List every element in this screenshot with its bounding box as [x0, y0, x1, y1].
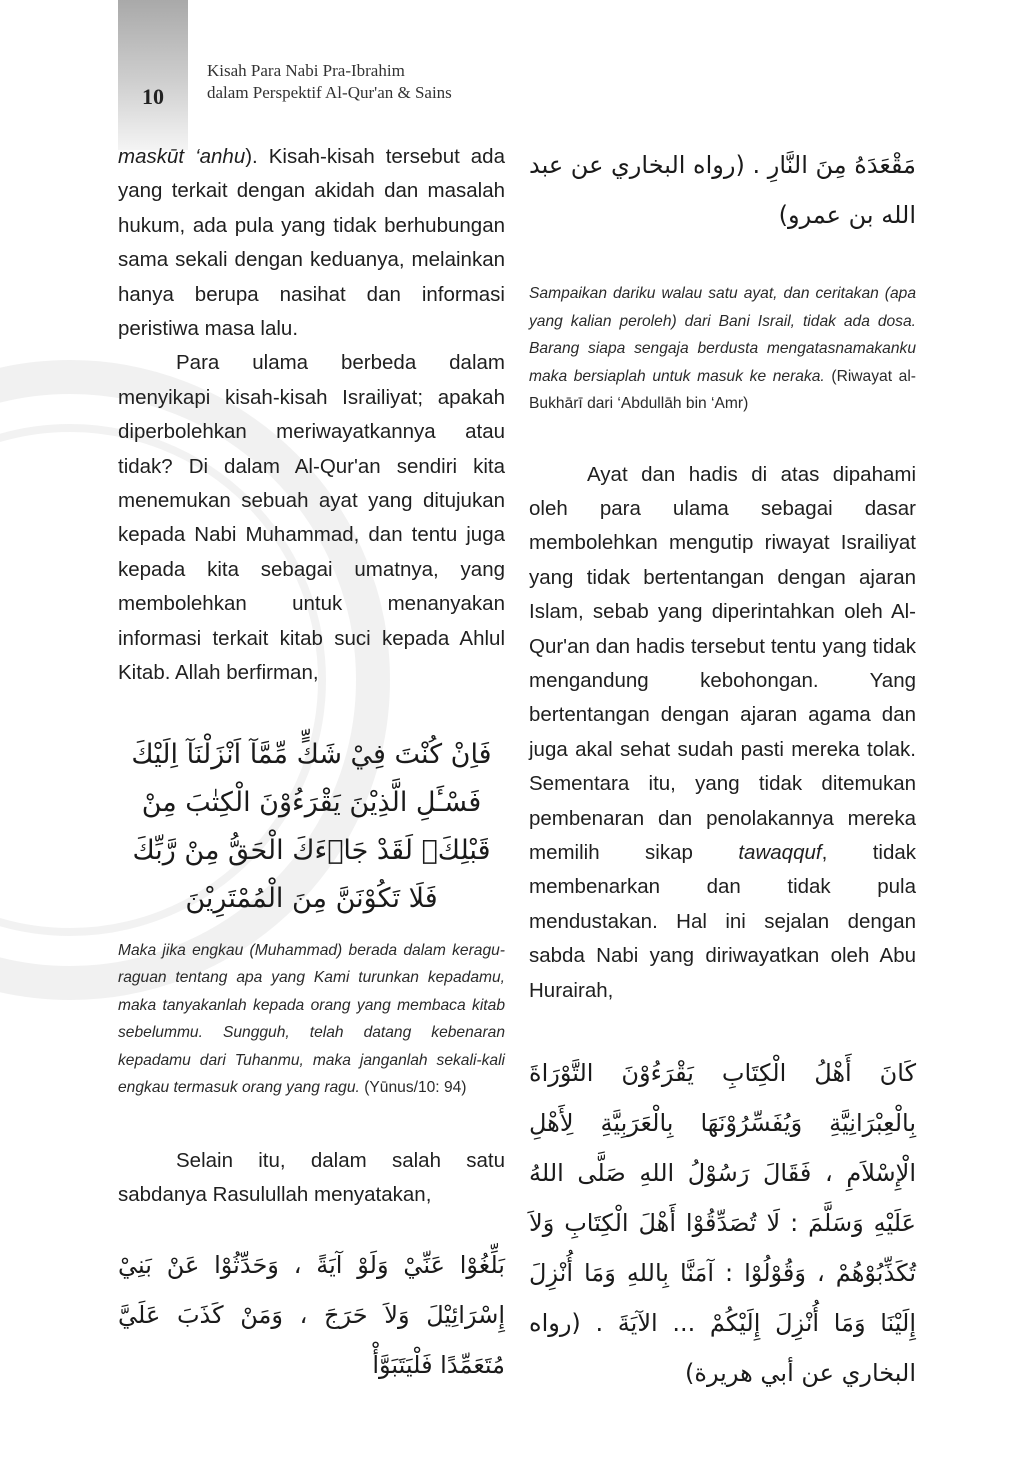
- running-head-line1: Kisah Para Nabi Pra-Ibrahim: [207, 61, 405, 80]
- paragraph-4: [529, 458, 916, 1009]
- paragraph-1-italic: maskūt ‘anhu: [118, 145, 246, 168]
- page-tab: [118, 0, 188, 150]
- running-head-line2: dalam Perspektif Al-Qur'an & Sains: [207, 83, 452, 102]
- paragraph-3: Selain itu, dalam salah satu sabdanya Rasulullah menyatakan,: [118, 1148, 505, 1206]
- left-column: [118, 140, 505, 1390]
- hadith-1-start: بَلِّغُوْا عَنِّيْ وَلَوْ آيَةً ، وَحَدِّثُوْا عَنْ بَنِيْ إِسْرَائِيْلَ وَلاَ حَرَجَ ، وَمَنْ كَذَبَ عَلَيَّ مُتَعَمِّدًا فَلْيَتَبَوَّأْ: [118, 1251, 505, 1380]
- right-column: [529, 140, 916, 1398]
- paragraph-4-text-a: Ayat dan hadis di atas dipahami oleh para ulama sebagai dasar membolehkan mengutip riwayat Israiliyat yang tidak bertentangan dengan ajaran Islam, sebab yang diperintahkan oleh Al-Qur'an dan hadis tersebut tentu yang tidak mengandung kebohongan. Yang bertentangan dengan ajaran agama dan juga akal sehat sudah pasti mereka tolak. Sementara itu, yang tidak ditemukan pembenaran dan penolakannya mereka memilih sikap: [529, 462, 916, 864]
- paragraph-1-text: ). Kisah-kisah tersebut ada yang terkait dengan akidah dan masalah hukum, ada pula yang tidak berhubungan sama sekali dengan keduanya, melainkan hanya berupa nasihat dan informasi peristiwa masa lalu.: [118, 145, 505, 341]
- paragraph-2: Para ulama berbeda dalam menyikapi kisah-kisah Israiliyat; apakah diperbolehkan meriwayatkannya atau tidak? Di dalam Al-Qur'an sendiri kita menemukan sebuah ayat yang ditujukan kepada Nabi Muhammad, dan tentu juga kepada kita sebagai umatnya, yang membolehkan untuk menanyakan informasi terkait kitab suci kepada Ahlul Kitab. Allah berfirman,: [118, 351, 505, 685]
- quran-reference: (Yūnus/10: 94): [364, 1079, 467, 1096]
- hadith-1-translation-text: Sampaikan dariku walau satu ayat, dan ceritakan (apa yang kalian peroleh) dari Bani Israil, tidak ada dosa. Barang siapa sengaja berdusta mengatasnamakanku maka bersiaplah untuk masuk ke neraka.: [529, 285, 916, 385]
- page-number: 10: [142, 84, 164, 109]
- quran-verse: فَاِنْ كُنْتَ فِيْ شَكٍّ مِّمَّآ اَنْزَلْنَآ اِلَيْكَ فَسْـَٔلِ الَّذِيْنَ يَقْرَءُوْنَ الْكِتٰبَ مِنْ قَبْلِكَۚ لَقَدْ جَاۤءَكَ الْحَقُّ مِنْ رَّبِّكَ فَلَا تَكُوْنَنَّ مِنَ الْمُمْتَرِيْنَ: [131, 738, 492, 914]
- paragraph-1: [118, 140, 505, 346]
- hadith-1-translation: [529, 280, 916, 418]
- hadith-1-reference: (Riwayat al-Bukhārī dari ‘Abdullāh bin ‘Amr): [529, 367, 916, 412]
- running-head: [207, 60, 452, 104]
- paragraph-4-italic: tawaqquf: [738, 840, 822, 864]
- hadith-1-end: مَقْعَدَهُ مِنَ النَّارِ . (رواه البخاري عن عبد الله بن عمرو): [529, 151, 916, 229]
- quran-translation: [118, 937, 505, 1102]
- hadith-2: كَانَ أَهْلُ الْكِتَابِ يَقْرَءُوْنَ التَّوْرَاةَ بِالْعِبْرَانِيَّةِ وَيُفَسِّرُوْنَهَا بِالْعَرَبِيَّةِ لِأَهْلِ الْإِسْلاَمِ ، فَقَالَ رَسُوْلُ اللهِ صَلَّى اللهُ عَلَيْهِ وَسَلَّمَ : لَا تُصَدِّقُوْا أَهْلَ الْكِتَابِ وَلاَ تُكَذِّبُوْهُمْ ، وَقُوْلُوْا : آمَنَّا بِاللهِ وَمَا أُنْزِلَ إِلَيْنَا وَمَا أُنْزِلَ إِلَيْكُمْ ... الآيَةَ . (رواه البخاري عن أبي هريرة): [529, 1059, 916, 1387]
- paragraph-4-text-b: , tidak membenarkan dan tidak pula mendustakan. Hal ini sejalan dengan sabda Nabi yang diriwayatkan oleh Abu Hurairah,: [529, 840, 916, 1002]
- quran-translation-text: Maka jika engkau (Muhammad) berada dalam keragu-raguan tentang apa yang Kami turunkan kepadamu, maka tanyakanlah kepada orang yang membaca kitab sebelummu. Sungguh, telah datang kebenaran kepadamu dari Tuhanmu, maka janganlah sekali-kali engkau termasuk orang yang ragu.: [118, 941, 505, 1096]
